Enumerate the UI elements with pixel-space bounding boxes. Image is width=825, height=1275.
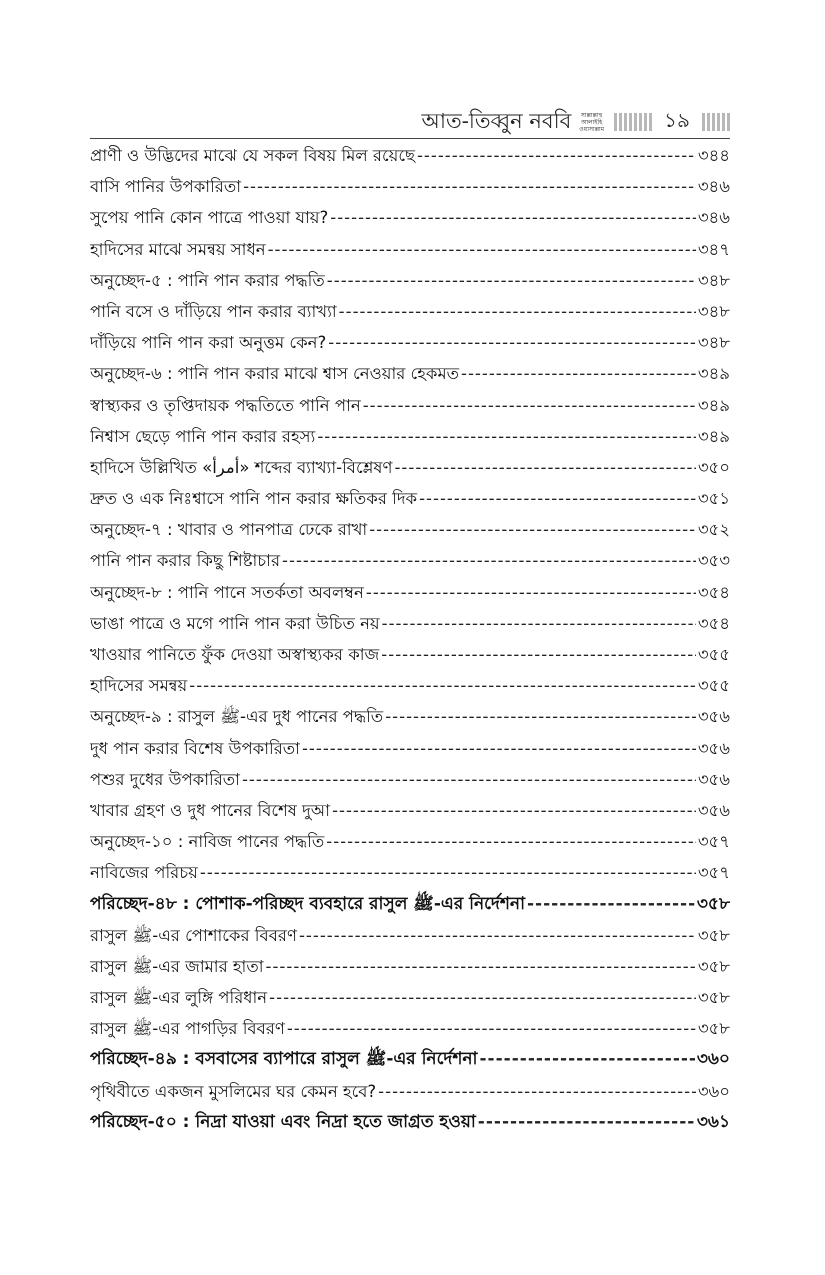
toc-entry-page: ৩৫৪ [697,613,730,633]
toc-entry [90,889,730,920]
toc-entry-title: অনুচ্ছেদ-১০ : নাবিজ পানের পদ্ধতি [90,832,325,852]
toc-entry-page: ৩৬০ [696,1049,730,1070]
toc-entry-title: রাসুল ﷺ-এর লুঙ্গি পরিধান [90,988,268,1008]
toc-entry [90,920,730,951]
toc-entry-title: পানি পান করার কিছু শিষ্টাচার [90,551,281,571]
toc-entry-page: ৩৫৮ [697,1019,730,1039]
toc-entry-title: রাসুল ﷺ-এর পাগড়ির বিবরণ [90,1019,285,1039]
toc-entry-title: রাসুল ﷺ-এর পোশাকের বিবরণ [90,925,297,945]
toc-entry-title: অনুচ্ছেদ-৫ : পানি পান করার পদ্ধতি [90,270,325,290]
toc-entry-page: ৩৫০ [697,457,730,477]
book-title: আত-তিব্বুন নববি [421,108,572,133]
toc-entry-page: ৩৫৫ [697,676,730,696]
toc-leader-dashes [243,171,696,202]
toc-entry [90,764,730,795]
toc-leader-dashes [317,421,696,452]
toc-leader-dashes [269,982,696,1013]
toc-entry [90,1013,730,1044]
header-rule [90,138,730,139]
toc-leader-dashes [328,327,696,358]
toc-entry-page: ৩৫৭ [697,832,730,852]
toc-entry-title: দ্রুত ও এক নিঃশ্বাসে পানি পান করার ক্ষতিকর দিক [90,489,418,509]
toc-entry [90,234,730,265]
toc-entry-title: বাসি পানির উপকারিতা [90,177,242,197]
header-ornament-right [702,113,730,131]
toc-entry [90,421,730,452]
toc-entry-page: ৩৫১ [697,489,730,509]
toc-entry [90,545,730,576]
toc-entry-title: রাসুল ﷺ-এর জামার হাতা [90,956,264,976]
toc-entry-page: ৩৪৭ [697,239,730,259]
toc-entry-title: পরিচ্ছেদ-৪৮ : পোশাক-পরিচ্ছদ ব্যবহারে রাসুল ﷺ-এর নির্দেশনা [90,893,525,914]
page-number: ১৯ [664,107,690,132]
toc-entry [90,390,730,421]
toc-entry [90,951,730,982]
toc-entry-title: অনুচ্ছেদ-৮ : পানি পানে সতর্কতা অবলম্বন [90,582,364,602]
toc-leader-dashes [363,390,696,421]
toc-entry-title: খাওয়ার পানিতে ফুঁক দেওয়া অস্বাস্থ্যকর কাজ [90,645,380,664]
toc-entry-page: ৩৪৮ [697,333,730,353]
toc-entry [90,670,730,701]
toc-entry [90,140,730,171]
toc-entry [90,1107,730,1138]
toc-entry-page: ৩৫৪ [697,582,730,602]
toc-entry-page: ৩৫৮ [697,956,730,976]
toc-leader-dashes [417,140,696,171]
toc-entry-page: ৩৪৯ [697,395,730,415]
toc-entry-page: ৩৫৮ [697,925,730,945]
toc-entry-title: অনুচ্ছেদ-৯ : রাসুল ﷺ-এর দুধ পানের পদ্ধতি [90,707,384,727]
toc-leader-dashes [326,826,696,857]
toc-leader-dashes [369,514,696,545]
toc-leader-dashes [479,1044,694,1075]
salawat-symbol [579,112,604,133]
toc-entry-title: প্রাণী ও উদ্ভিদের মাঝে যে সকল বিষয় মিল রয়েছে [90,146,415,165]
toc-entry-page: ৩৫৬ [697,800,730,820]
toc-entry-title: দুধ পান করার বিশেষ উপকারিতা [90,738,300,758]
toc-entry [90,327,730,358]
toc-entry-title: অনুচ্ছেদ-৬ : পানি পান করার মাঝে শ্বাস নেওয়ার হেকমত [90,364,460,384]
toc-leader-dashes [268,234,696,265]
toc-entry-title: দাঁড়িয়ে পানি পান করা অনুত্তম কেন? [90,333,327,353]
toc-entry [90,1044,730,1075]
toc-entry [90,701,730,732]
toc-entry-title: স্বাস্থ্যকর ও তৃপ্তিদায়ক পদ্ধতিতে পানি পান [90,395,361,415]
toc-leader-dashes [302,733,696,764]
toc-entry [90,171,730,202]
toc-entry-title: পানি বসে ও দাঁড়িয়ে পান করার ব্যাখ্যা [90,301,337,321]
toc-entry [90,639,730,670]
toc-entry [90,577,730,608]
toc-entry [90,483,730,514]
toc-entry-title: সুপেয় পানি কোন পাত্রে পাওয়া যায়? [90,208,329,228]
toc-entry-page: ৩৪৯ [697,364,730,384]
toc-entry-page: ৩৫২ [697,520,730,540]
toc-entry-title: হাদিসে উল্লিখিত «أمرأ» শব্দের ব্যাখ্যা-বিশ্লেষণ [90,457,393,477]
toc-leader-dashes [242,764,696,795]
salawat-line: ওয়াসাল্লাম [579,125,605,133]
toc-leader-dashes [461,358,696,389]
toc-entry [90,826,730,857]
toc-entry-page: ৩৪৮ [697,301,730,321]
toc-entry-title: পরিচ্ছেদ-৪৯ : বসবাসের ব্যাপারে রাসুল ﷺ-এর নির্দেশনা [90,1049,478,1070]
toc-entry-page: ৩৫৩ [697,551,730,571]
toc-entry [90,608,730,639]
toc-entry-page: ৩৪৬ [697,177,730,197]
toc-leader-dashes [381,639,696,670]
toc-leader-dashes [299,920,696,951]
header-ornament-left [614,113,652,131]
toc-leader-dashes [382,608,696,639]
toc-entry-page: ৩৪৮ [697,270,730,290]
salawat-line: আলাইহি [581,118,603,126]
toc-entry-page: ৩৫৮ [697,988,730,1008]
toc-leader-dashes [330,202,696,233]
toc-leader-dashes [394,452,695,483]
toc-entry-title: পৃথিবীতে একজন মুসলিমের ঘর কেমন হবে? [90,1081,377,1101]
toc-entry [90,202,730,233]
toc-leader-dashes [419,483,696,514]
toc-entry-page: ৩৪৯ [697,426,730,446]
toc-leader-dashes [266,951,696,982]
toc-leader-dashes [478,1107,695,1138]
toc-entry-page: ৩৬১ [696,1111,730,1132]
toc-entry-page: ৩৫৬ [697,769,730,789]
toc-entry-title: নিশ্বাস ছেড়ে পানি পান করার রহস্য [90,426,316,446]
toc-entry [90,296,730,327]
toc-entry [90,265,730,296]
toc-leader-dashes [327,265,696,296]
toc-entry [90,733,730,764]
toc-leader-dashes [189,670,696,701]
toc-entry-page: ৩৪৬ [697,208,730,228]
toc-entry [90,795,730,826]
toc-leader-dashes [366,577,696,608]
toc-entry-page: ৩৪৪ [697,146,730,165]
toc-entry-title: নাবিজের পরিচয় [90,863,198,883]
toc-leader-dashes [200,857,696,888]
toc-entry-page: ৩৫৬ [697,738,730,758]
toc-entry [90,857,730,888]
toc-entry-page: ৩৬০ [697,1081,730,1101]
salawat-line: সাল্লাল্লাহু [580,111,603,119]
toc-entry-page: ৩৫৫ [697,645,730,664]
toc-leader-dashes [339,296,696,327]
toc-entry-page: ৩৫৮ [696,893,730,914]
toc-entry [90,358,730,389]
toc-leader-dashes [385,701,696,732]
toc-leader-dashes [527,889,695,920]
toc-entry [90,982,730,1013]
toc-entry-page: ৩৫৭ [697,863,730,883]
table-of-contents [90,140,730,1138]
toc-entry [90,1076,730,1107]
toc-entry-title: হাদিসের মাঝে সমন্বয় সাধন [90,239,266,259]
toc-leader-dashes [332,795,696,826]
toc-leader-dashes [378,1076,696,1107]
toc-entry-title: পশুর দুধের উপকারিতা [90,769,240,789]
toc-entry [90,452,730,483]
toc-entry-title: হাদিসের সমন্বয় [90,676,188,696]
toc-entry-title: পরিচ্ছেদ-৫০ : নিদ্রা যাওয়া এবং নিদ্রা হতে জাগ্রত হওয়া [90,1111,476,1132]
toc-entry-page: ৩৫৬ [697,707,730,727]
toc-entry-title: অনুচ্ছেদ-৭ : খাবার ও পানপাত্র ঢেকে রাখা [90,520,368,540]
toc-entry [90,514,730,545]
toc-entry-title: খাবার গ্রহণ ও দুধ পানের বিশেষ দুআ [90,800,331,820]
running-header [0,108,730,136]
toc-leader-dashes [287,1013,696,1044]
toc-leader-dashes [282,545,696,576]
toc-entry-title: ভাঙা পাত্রে ও মগে পানি পান করা উচিত নয় [90,613,380,633]
